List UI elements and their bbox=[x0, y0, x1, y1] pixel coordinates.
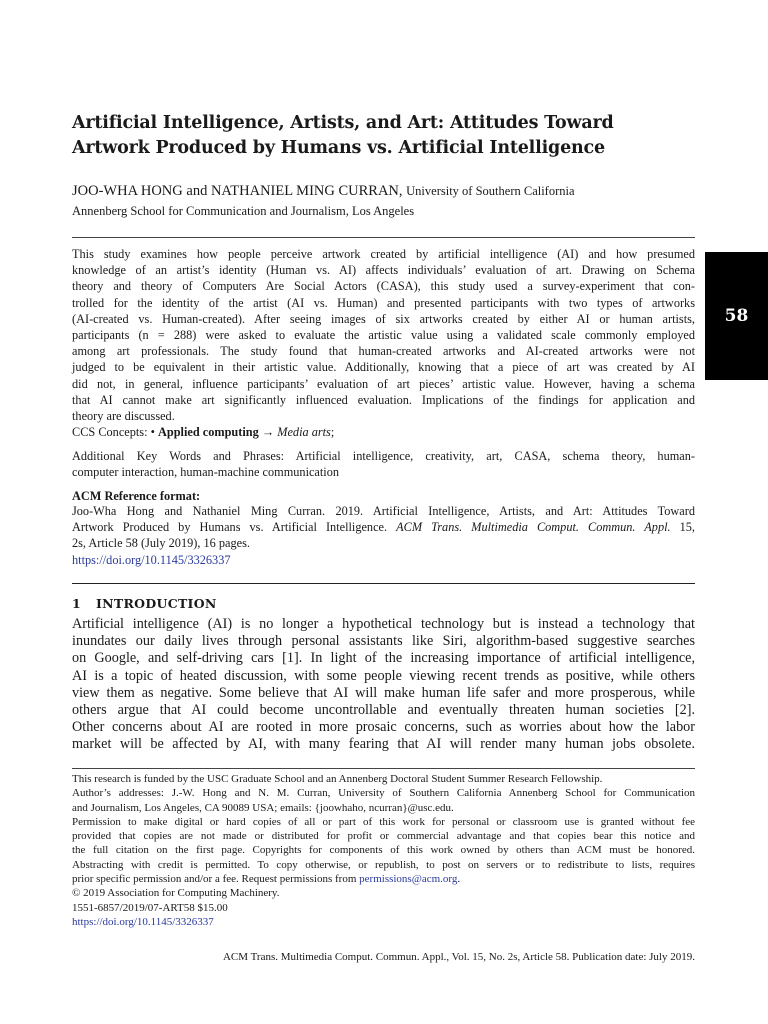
abstract-top-rule bbox=[72, 237, 695, 238]
abstract-line: judged to be equivalent in their artistic value. Additionally, knowing that a piece of art was created by AI bbox=[72, 360, 695, 375]
abstract-line: among art professionals. The study found that human-created artworks and AI-created artworks were not bbox=[72, 344, 695, 359]
abstract-line: (AI-created vs. Human-created). After seeing images of six artworks created by either AI or human artists, bbox=[72, 311, 695, 326]
reference-doi-link[interactable]: https://doi.org/10.1145/3326337 bbox=[72, 552, 231, 567]
intro-line: Artificial intelligence (AI) is no longer a hypothetical technology but is instead a technology that bbox=[72, 616, 695, 632]
keywords bbox=[72, 448, 695, 480]
reference-title: Artwork Produced by Humans vs. Artificial Intelligence. bbox=[72, 520, 388, 535]
section-heading bbox=[72, 596, 217, 611]
footnote-line: Abstracting with credit is permitted. To copy otherwise, or republish, to post on servers or to redistribute to lists, requires bbox=[72, 858, 695, 871]
intro-line: view them as negative. Some believe that AI will make human life safer and more prosperous, while bbox=[72, 684, 695, 701]
ccs-concept: Applied computing bbox=[157, 425, 259, 439]
ccs-label: CCS Concepts: • bbox=[72, 425, 155, 439]
keywords-line: Additional Key Words and Phrases: Artificial intelligence, creativity, art, CASA, schema theory, human- bbox=[72, 449, 695, 463]
footnote-perm-prefix: prior specific permission and/or a fee. Request permissions from bbox=[72, 873, 357, 886]
article-number-tab bbox=[705, 252, 768, 380]
paper-title bbox=[72, 111, 695, 161]
footnote-line: Author’s addresses: J.-W. Hong and N. M. Curran, University of Southern California Annenberg School for Communication bbox=[72, 787, 695, 800]
ccs-arrow: → bbox=[261, 425, 275, 439]
intro-line: Other concerns about AI are rooted in more prosaic concerns, such as worries about how the labor bbox=[72, 719, 695, 736]
article-number: 58 bbox=[724, 306, 749, 326]
abstract-line: theory and theory of Computers Are Social Actors (CASA), this study used a survey-experiment that con- bbox=[72, 279, 695, 294]
affiliation: University of Southern California bbox=[406, 184, 575, 198]
abstract bbox=[72, 246, 695, 424]
abstract-line: that AI cannot make art significantly influenced evaluation. Implications of the findings for application and bbox=[72, 392, 695, 407]
footnote-line: This research is funded by the USC Graduate School and an Annenberg Doctoral Student Summer Research Fellowship. bbox=[72, 773, 603, 785]
reference-volume: 15, bbox=[679, 520, 695, 535]
footnote-line: the full citation on the first page. Copyrights for components of this work owned by others than ACM must be honored. bbox=[72, 844, 695, 857]
abstract-line: This study examines how people perceive artwork created by artificial intelligence (AI) and how presumed bbox=[72, 247, 695, 261]
title-line: Artwork Produced by Humans vs. Artificial Intelligence bbox=[72, 138, 605, 158]
footnote-line: and Journalism, Los Angeles, CA 90089 USA; emails: {joowhaho, ncurran}@usc.edu. bbox=[72, 801, 454, 814]
footnote-permissions bbox=[72, 872, 695, 886]
abstract-line: trolled for the identity of the artist (AI vs. Human) and presented participants with two types of artworks bbox=[72, 295, 695, 310]
reference-heading: ACM Reference format: bbox=[72, 489, 201, 503]
abstract-line: participants (n = 288) were asked to evaluate the artistic value using a validated scale commonly employed bbox=[72, 328, 695, 343]
footer-doi-link[interactable]: https://doi.org/10.1145/3326337 bbox=[72, 915, 214, 928]
authors: JOO-WHA HONG and NATHANIEL MING CURRAN, bbox=[72, 183, 403, 199]
reference-format bbox=[72, 503, 695, 568]
permissions-email-link[interactable]: permissions@acm.org bbox=[359, 873, 458, 886]
ccs-concepts bbox=[72, 424, 334, 440]
intro-line: inundates our daily lives through personal assistants like Siri, algorithm-based suggestive searches bbox=[72, 633, 695, 650]
footnote-rule bbox=[72, 768, 695, 769]
ccs-sub: Media arts bbox=[277, 425, 331, 439]
section-number: 1 bbox=[72, 596, 81, 611]
intro-paragraph bbox=[72, 616, 695, 754]
reference-doi-line bbox=[72, 552, 695, 568]
intro-line: AI is a topic of heated discussion, with some people viewing recent trends as positive, while others bbox=[72, 667, 695, 684]
abstract-line: did not, in general, influence participants’ evaluation of art pieces’ artistic value. However, having a schema bbox=[72, 376, 695, 391]
reference-journal: ACM Trans. Multimedia Comput. Commun. Appl. bbox=[396, 520, 671, 535]
intro-line: market will be affected by AI, with many fearing that AI will render many human jobs obsolete. bbox=[72, 736, 695, 753]
running-footer: ACM Trans. Multimedia Comput. Commun. Appl., Vol. 15, No. 2s, Article 58. Publication date: July 2019. bbox=[222, 951, 695, 963]
reference-line: 2s, Article 58 (July 2019), 16 pages. bbox=[72, 536, 250, 551]
footnote-line: Permission to make digital or hard copies of all or part of this work for personal or classroom use is granted without fee bbox=[72, 815, 695, 828]
intro-line: on Google, and self-driving cars [1]. In light of the increasing importance of artificial intelligence, bbox=[72, 650, 695, 667]
abstract-line: theory are discussed. bbox=[72, 409, 175, 424]
issn: 1551-6857/2019/07-ART58 $15.00 bbox=[72, 901, 228, 914]
footnote-line: provided that copies are not made or distributed for profit or commercial advantage and that copies bear this notice and bbox=[72, 830, 695, 843]
abstract-line: knowledge of an artist’s identity (Human vs. AI) affects individuals’ evaluation of art. Drawing on Schema bbox=[72, 263, 695, 278]
title-line: Artificial Intelligence, Artists, and Art: Attitudes Toward bbox=[72, 113, 614, 133]
reference-line-2 bbox=[72, 519, 695, 535]
intro-line: others argue that AI could become uncontrollable and eventually threaten human societies [2]. bbox=[72, 702, 695, 719]
reference-line: Joo-Wha Hong and Nathaniel Ming Curran. 2019. Artificial Intelligence, Artists, and Art: Attitudes Toward bbox=[72, 504, 695, 518]
school: Annenberg School for Communication and Journalism, Los Angeles bbox=[72, 204, 415, 218]
ccs-end: ; bbox=[330, 425, 335, 439]
footnotes bbox=[72, 772, 695, 929]
author-line bbox=[72, 182, 695, 200]
keywords-line: computer interaction, human-machine communication bbox=[72, 465, 340, 480]
section-title: INTRODUCTION bbox=[96, 596, 217, 611]
intro-top-rule bbox=[72, 583, 695, 584]
copyright: © 2019 Association for Computing Machinery. bbox=[72, 887, 280, 900]
footnote-perm-suffix: . bbox=[457, 873, 461, 886]
